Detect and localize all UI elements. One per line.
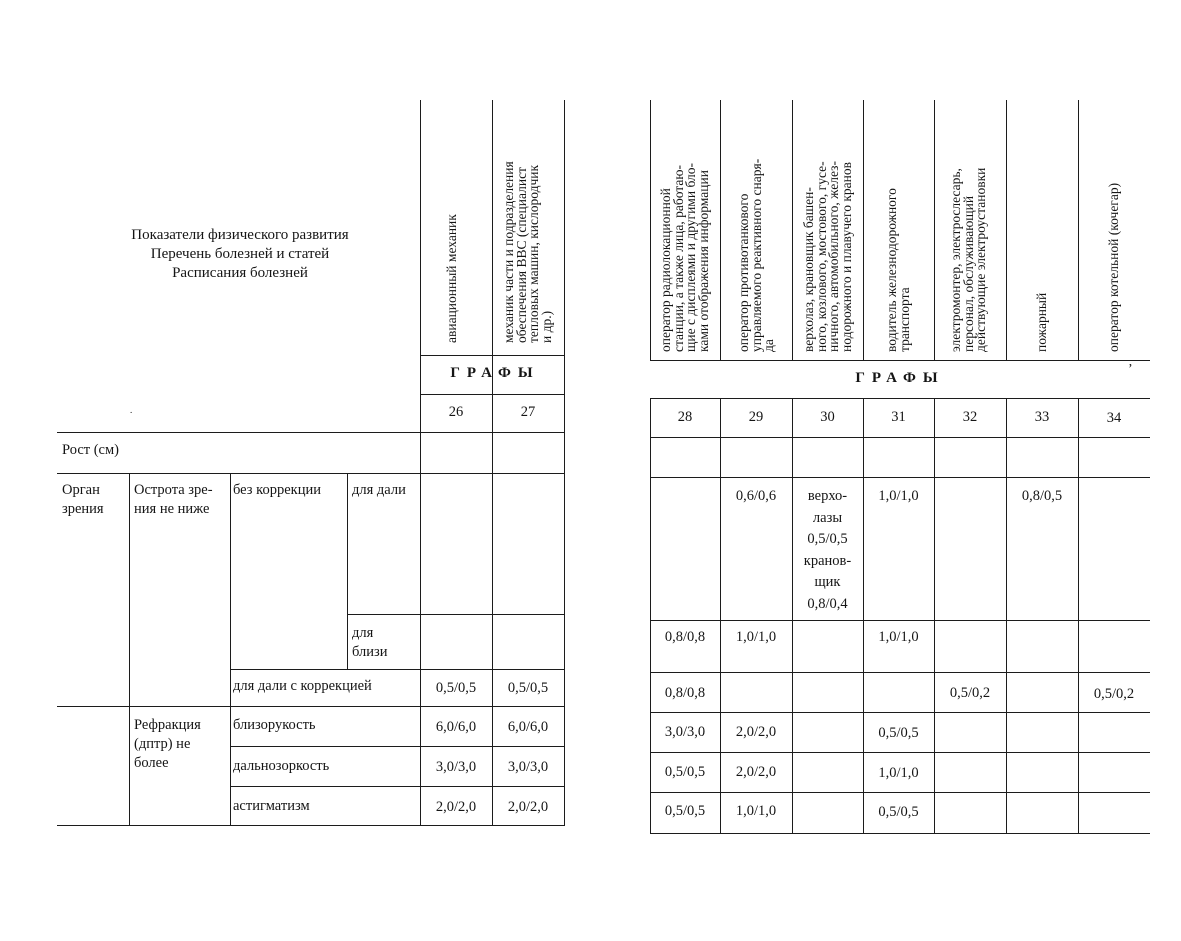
col-header-27: механик части и подразделения обеспечения ВВС (специалист тепловых машин, кислородчик и др.): [501, 161, 554, 343]
cell-value: 0,5/0,5: [664, 764, 706, 780]
row-label-dlya-dali: для дали: [352, 482, 406, 498]
row-label-bez-korrekcii: без коррекции: [233, 482, 321, 498]
cell-value: 1,0/1,0: [878, 488, 919, 504]
grafy-label: ГРАФЫ: [450, 365, 540, 381]
row-label-ostrota: Острота зре- ния не ниже: [134, 482, 213, 517]
row-label-organ: Орган зрения: [62, 482, 104, 517]
cell-value: 1,0/1,0: [735, 803, 777, 819]
cell-value: 2,0/2,0: [735, 764, 777, 780]
scan-mark: ʼ: [1128, 362, 1133, 377]
cell-value: 1,0/1,0: [878, 629, 919, 645]
cell-value: 3,0/3,0: [664, 724, 706, 740]
cell-value: 6,0/6,0: [435, 719, 477, 735]
cell-value: 0,8/0,5: [1021, 488, 1063, 504]
cell-value: 2,0/2,0: [507, 799, 549, 815]
row-label-astigmatizm: астигматизм: [233, 798, 310, 814]
cell-value: 0,5/0,5: [507, 680, 549, 696]
row-label-dalnozorkost: дальнозоркость: [233, 758, 330, 774]
row-label-rost: Рост (см): [62, 442, 119, 458]
cell-value: 0,5/0,5: [878, 725, 919, 741]
cell-value: 3,0/3,0: [435, 759, 477, 775]
cell-value: 0,5/0,2: [1093, 686, 1135, 702]
cell-value: 0,6/0,6: [735, 488, 777, 504]
cell-value: 0,5/0,5: [664, 803, 706, 819]
graf-number: 32: [962, 409, 978, 425]
title-line-3: Расписания болезней: [172, 265, 308, 281]
col-header-26: авиационный механик: [444, 214, 459, 343]
cell-value: 2,0/2,0: [435, 799, 477, 815]
cell-value: 3,0/3,0: [507, 759, 549, 775]
cell-value: 0,5/0,5: [878, 804, 919, 820]
graf-number: 30: [820, 409, 835, 425]
col-header-32: электромонтер, электрослесарь, персонал, обслуживающий действующие электроустановки: [948, 167, 988, 352]
graf-number: 28: [677, 409, 693, 425]
row-label-refrakciya: Рефракция (дптр) не более: [134, 717, 201, 771]
cell-value: 0,5/0,2: [949, 685, 991, 701]
cell-value: 2,0/2,0: [735, 724, 777, 740]
graf-number: 34: [1106, 410, 1122, 426]
cell-value: 0,5/0,5: [435, 680, 477, 696]
title-line-1: Показатели физического развития: [131, 227, 349, 243]
graf-number: 26: [448, 404, 464, 420]
row-label-s-korrekciei: для дали с коррекцией: [233, 678, 372, 694]
graf-number: 31: [891, 409, 906, 425]
cell-value: 0,8/0,8: [664, 685, 706, 701]
cell-value: 1,0/1,0: [878, 765, 919, 781]
row-label-blizorukost: близорукость: [233, 717, 316, 733]
header-title: [90, 226, 390, 283]
col-header-30: верхолаз, крановщик башен- ного, козлового, мостового, гусе- ничного, автомобильного, желез- нодорожного и плавучего кранов: [801, 161, 854, 352]
cell-value: 6,0/6,0: [507, 719, 549, 735]
graf-number: 29: [748, 409, 764, 425]
cell-value: 1,0/1,0: [735, 629, 777, 645]
grafy-label: ГРАФЫ: [855, 370, 945, 386]
col-header-31: водитель железнодорожного транспорта: [884, 188, 912, 352]
scan-dot: .: [130, 405, 133, 415]
col-header-34: оператор котельной (кочегар): [1106, 182, 1121, 352]
cell-value: 0,8/0,8: [664, 629, 706, 645]
col-header-28: оператор радиолокационной станции, а также лица, работаю- щие с дисплеями и другими бло- ками отображения информации: [658, 163, 711, 352]
graf-number: 33: [1034, 409, 1050, 425]
cell-value-verkholazy: верхо- лазы 0,5/0,5 кранов- щик 0,8/0,4: [803, 488, 852, 612]
col-header-29: оператор противотанкового управляемого реактивного снаря- да: [736, 158, 776, 352]
title-line-2: Перечень болезней и статей: [150, 246, 330, 262]
graf-number: 27: [520, 404, 536, 420]
row-label-dlya-blizi: для близи: [352, 625, 388, 660]
col-header-33: пожарный: [1034, 292, 1049, 352]
